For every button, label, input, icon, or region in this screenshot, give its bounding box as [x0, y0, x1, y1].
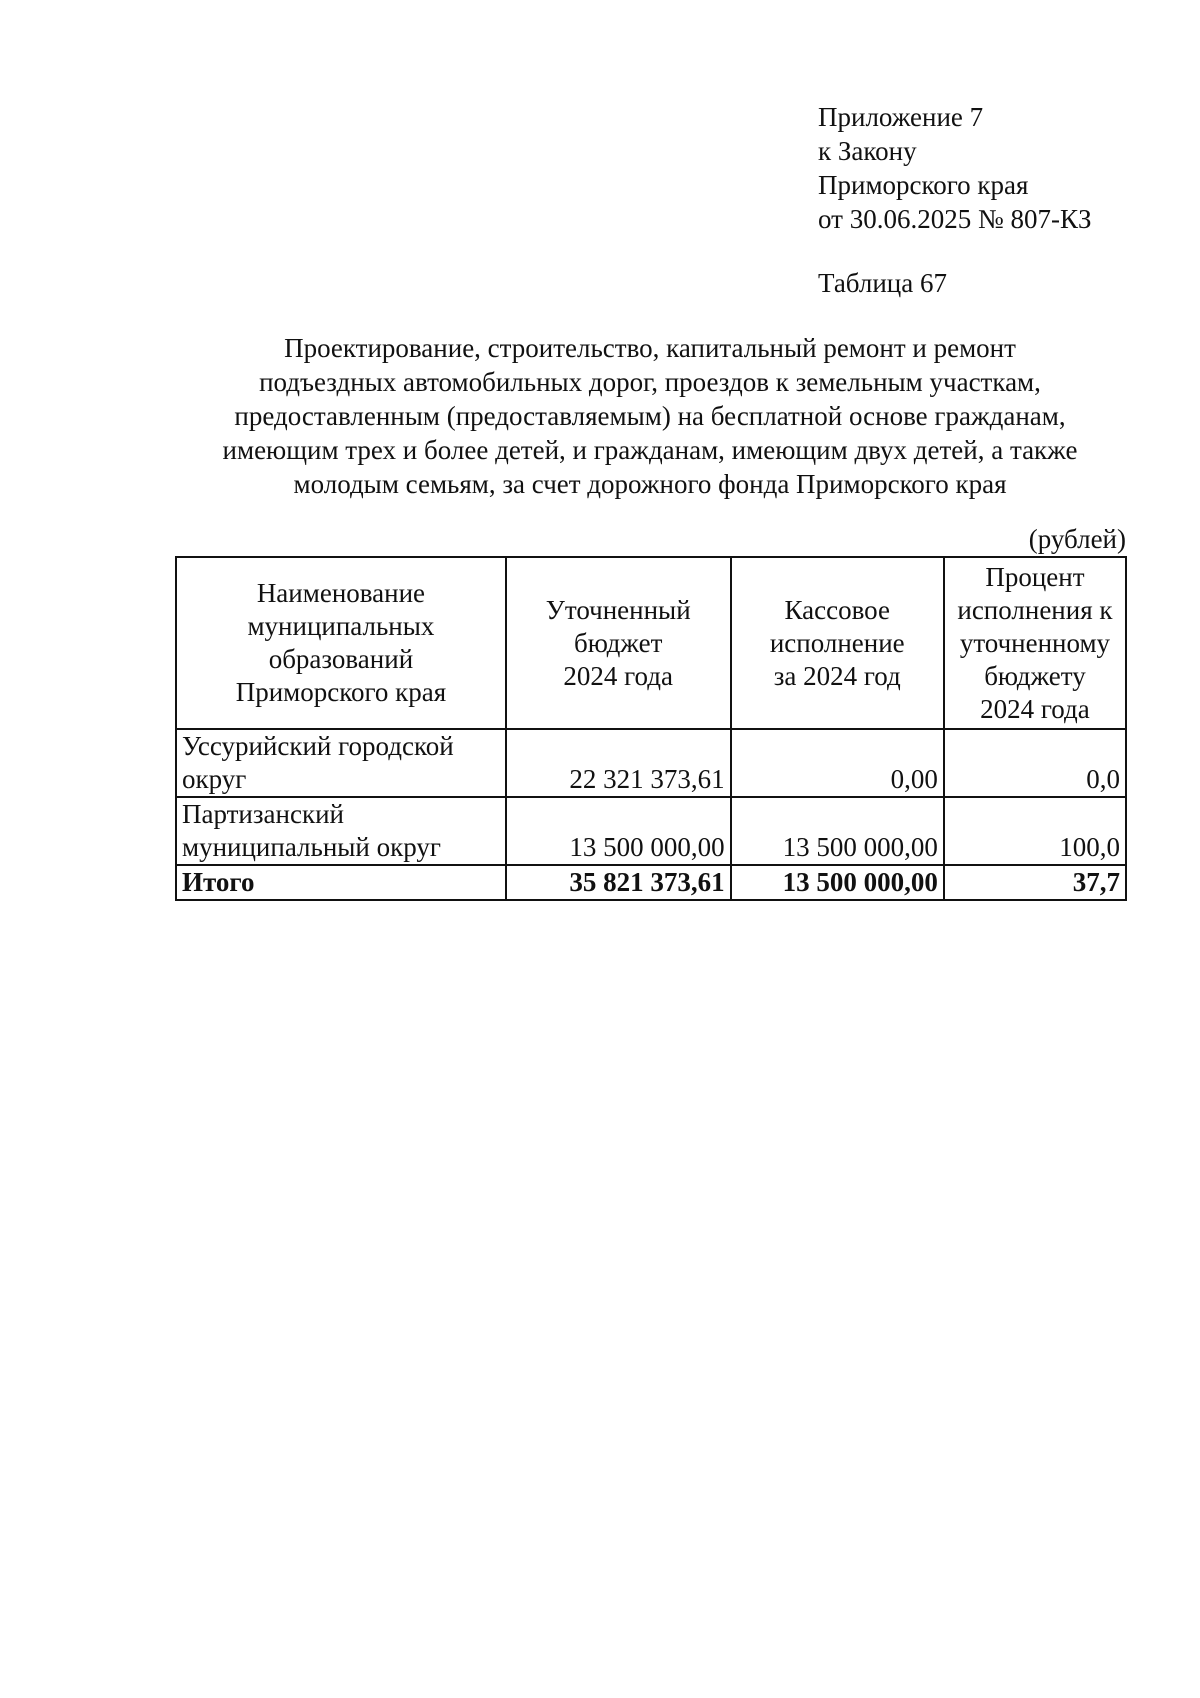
total-execution: 13 500 000,00 — [731, 865, 944, 900]
table-header-row — [176, 557, 1126, 729]
title-line: имеющим трех и более детей, и гражданам, имеющим двух детей, а также — [222, 435, 1078, 465]
total-budget: 35 821 373,61 — [506, 865, 731, 900]
row-name: Уссурийский городской округ — [176, 729, 506, 797]
table-number: Таблица 67 — [818, 268, 947, 298]
title-line: молодым семьям, за счет дорожного фонда Приморского края — [293, 469, 1007, 499]
title-line: предоставленным (предоставляемым) на бесплатной основе гражданам, — [234, 401, 1066, 431]
row-name: Партизанский муниципальный округ — [176, 797, 506, 865]
header-name: Наименование муниципальных образований Приморского края — [176, 557, 506, 729]
total-percent: 37,7 — [944, 865, 1126, 900]
appendix-line: к Закону — [818, 136, 917, 166]
header-budget: Уточненный бюджет 2024 года — [506, 557, 731, 729]
title-line: подъездных автомобильных дорог, проездов к земельным участкам, — [259, 367, 1041, 397]
document-title — [190, 331, 1110, 501]
units-label: (рублей) — [1028, 524, 1126, 554]
appendix-block — [818, 100, 1091, 236]
row-execution: 0,00 — [731, 729, 944, 797]
total-row — [176, 865, 1126, 900]
header-execution: Кассовое исполнение за 2024 год — [731, 557, 944, 729]
appendix-line: Приложение 7 — [818, 102, 984, 132]
appendix-line: от 30.06.2025 № 807-КЗ — [818, 204, 1092, 234]
title-line: Проектирование, строительство, капитальный ремонт и ремонт — [284, 333, 1016, 363]
header-percent: Процент исполнения к уточненному бюджету 2024 года — [944, 557, 1126, 729]
table-row — [176, 729, 1126, 797]
row-execution: 13 500 000,00 — [731, 797, 944, 865]
appendix-line: Приморского края — [818, 170, 1029, 200]
row-percent: 100,0 — [944, 797, 1126, 865]
total-label: Итого — [176, 865, 506, 900]
table-row — [176, 797, 1126, 865]
row-budget: 22 321 373,61 — [506, 729, 731, 797]
row-budget: 13 500 000,00 — [506, 797, 731, 865]
row-percent: 0,0 — [944, 729, 1126, 797]
budget-table — [175, 556, 1127, 901]
